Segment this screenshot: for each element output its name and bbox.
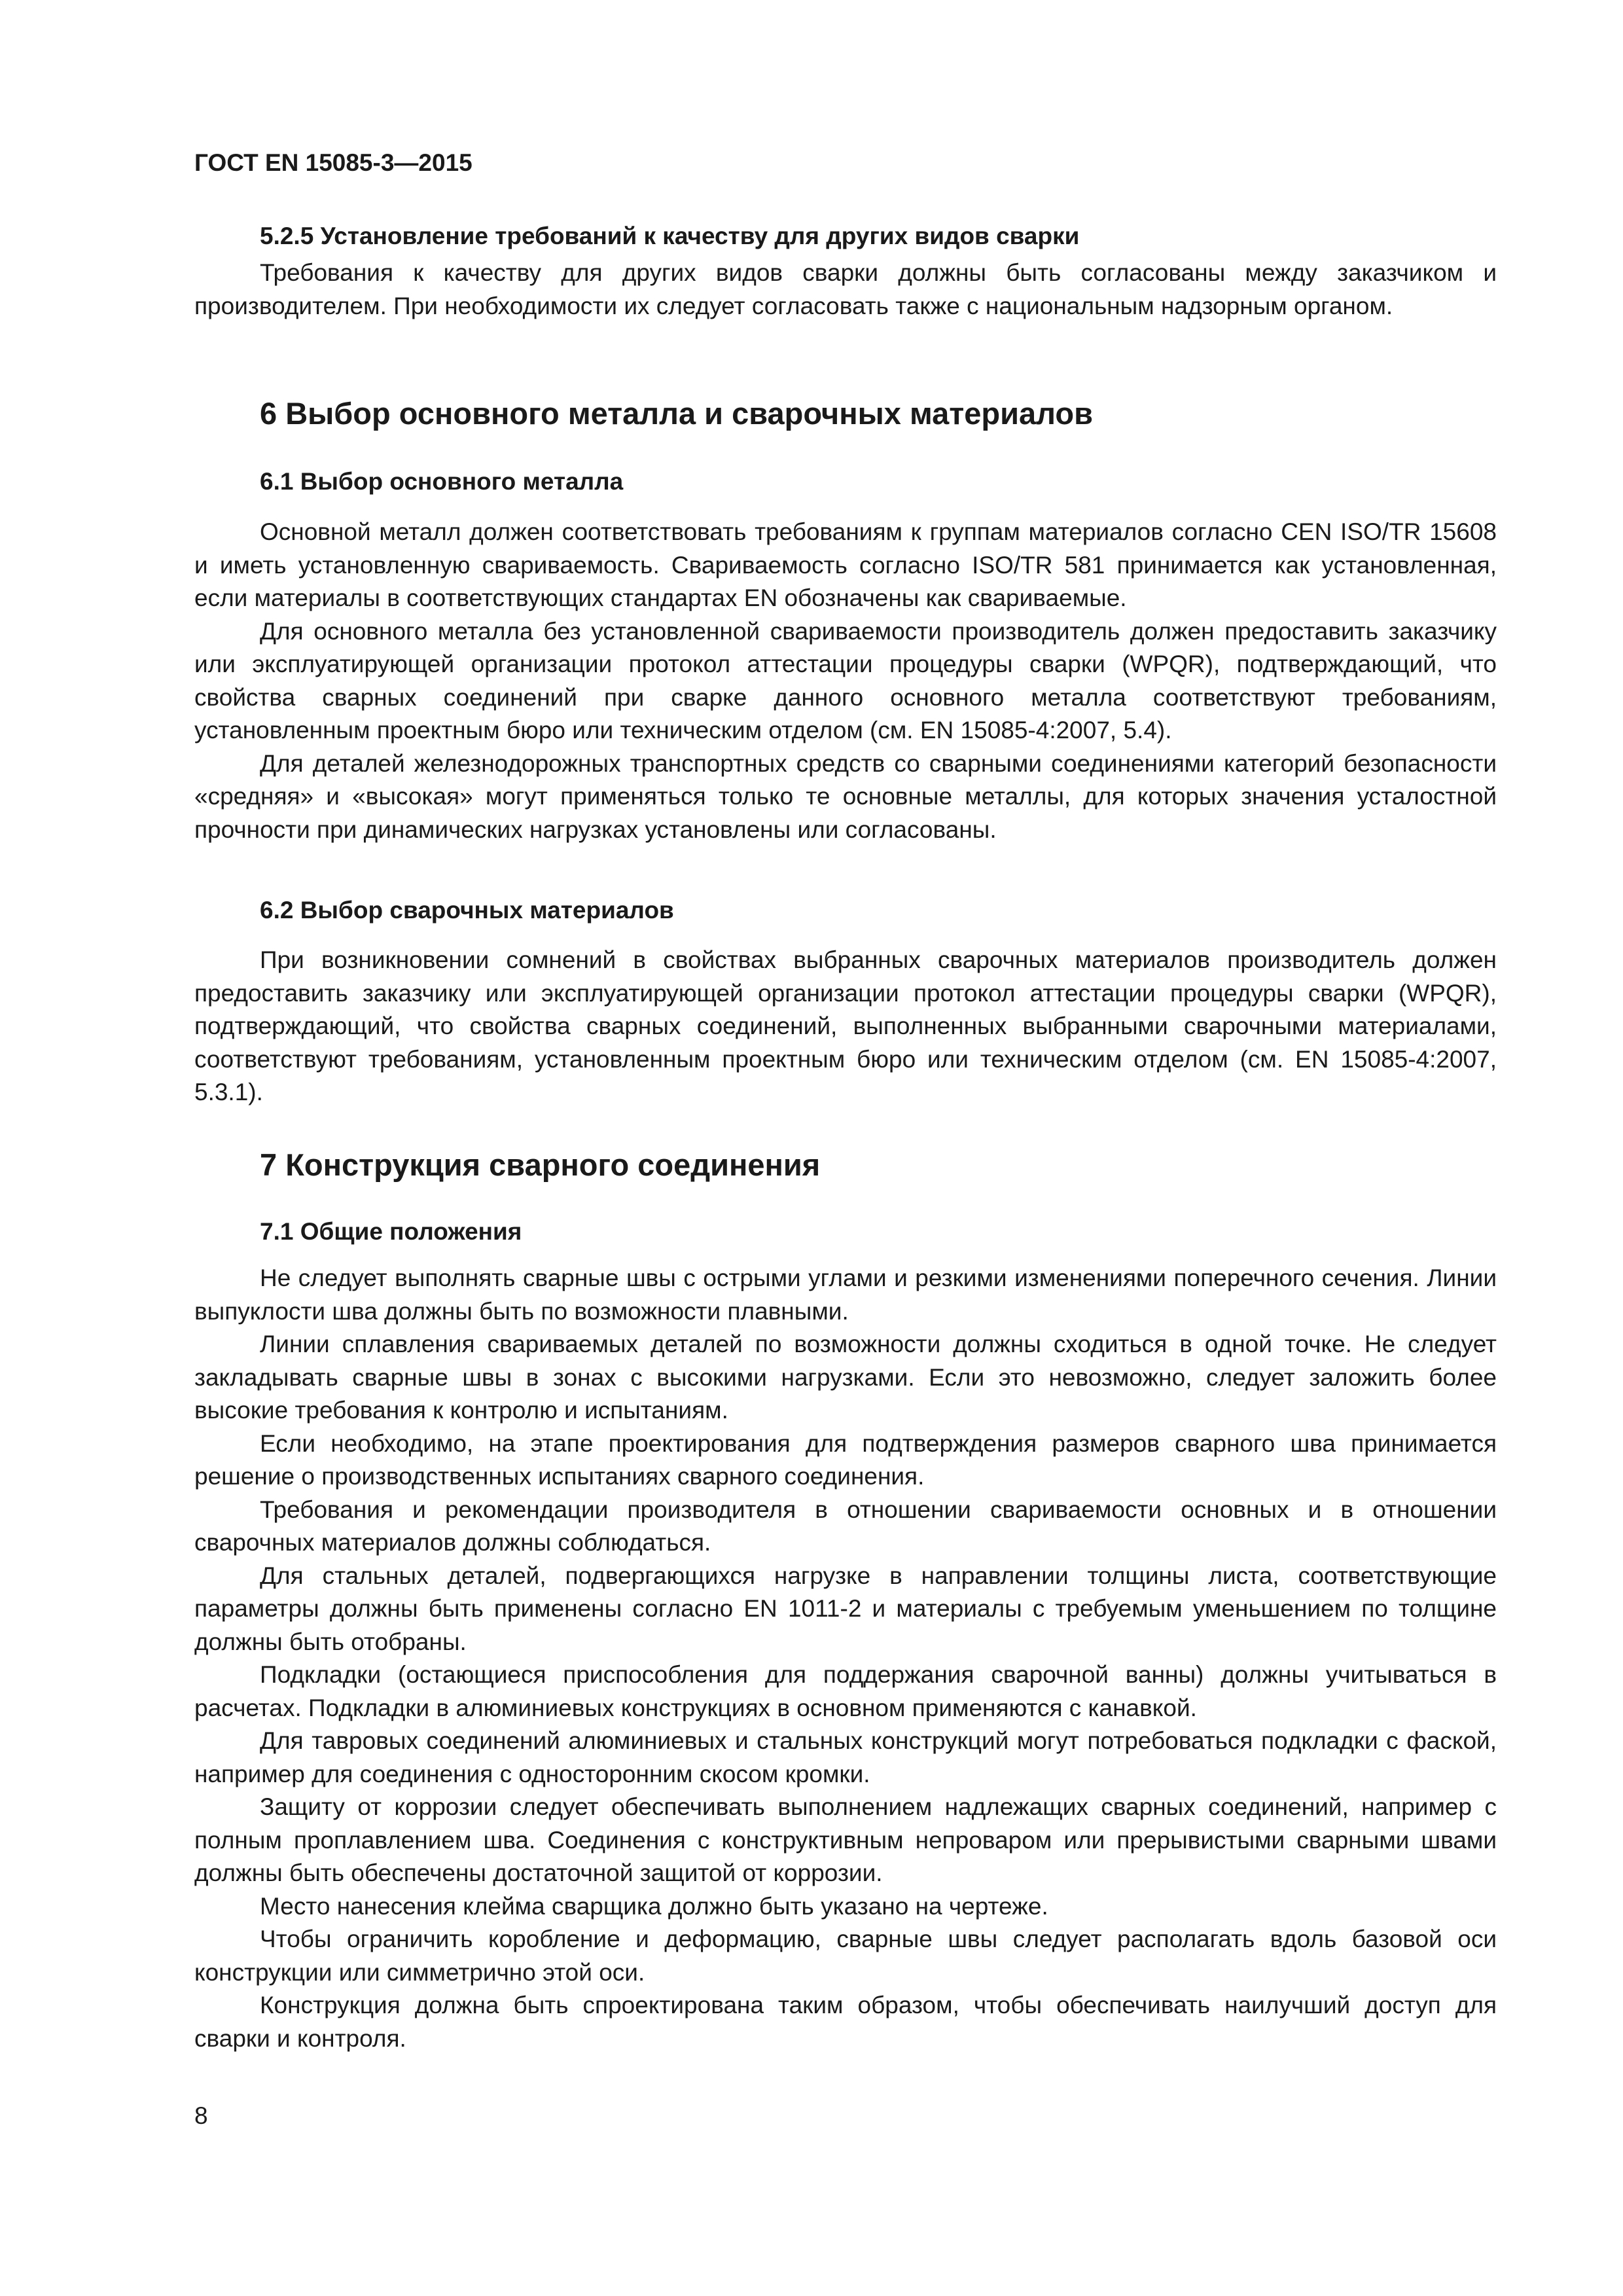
section-7-1-text — [194, 1262, 1497, 2055]
heading-6-1: 6.1 Выбор основного металла — [260, 468, 624, 495]
paragraph: При возникновении сомнений в свойствах выбранных сварочных материалов производитель должен предоставить заказчику или эксплуатирующей организации протокол аттестации процедуры сварки (WPQR), подтверждающий, что свойства сварных соединений, выполненных выбранными сварочными материалами, соответствуют требованиям, установленным проектным бюро или техническим отделом (см. EN 15085-4:2007, 5.3.1). — [194, 946, 1497, 1105]
paragraph: Если необходимо, на этапе проектирования для подтверждения размеров сварного шва принимается решение о производственных испытаниях сварного соединения. — [194, 1429, 1497, 1490]
paragraph: Основной металл должен соответствовать требованиям к группам материалов согласно CEN ISO/TR 15608 и иметь установленную свариваемость. Свариваемость согласно ISO/TR 581 принимается как установленная, если материалы в соответствующих стандартах EN обозначены как свариваемые. — [194, 518, 1497, 611]
section-5-2-5-text — [194, 257, 1497, 323]
standard-code: ГОСТ EN 15085-3—2015 — [194, 149, 473, 176]
paragraph: Для стальных деталей, подвергающихся нагрузке в направлении толщины листа, соответствующие параметры должны быть применены согласно EN 1011-2 и материалы с требуемым уменьшением по толщине должны быть отобраны. — [194, 1562, 1497, 1655]
paragraph: Линии сплавления свариваемых деталей по возможности должны сходиться в одной точке. Не следует закладывать сварные швы в зонах с высокими нагрузками. Если это невозможно, следует заложить более высокие требования к контролю и испытаниям. — [194, 1331, 1497, 1424]
paragraph: Для деталей железнодорожных транспортных средств со сварными соединениями категорий безопасности «средняя» и «высокая» могут применяться только те основные металлы, для которых значения усталостной прочности при динамических нагрузках установлены или согласованы. — [194, 749, 1497, 843]
paragraph: Для основного металла без установленной свариваемости производитель должен предоставить заказчику или эксплуатирующей организации протокол аттестации процедуры сварки (WPQR), подтверждающий, что свойства сварных соединений при сварке данного основного металла соответствуют требованиям, установленным проектным бюро или техническим отделом (см. EN 15085-4:2007, 5.4). — [194, 617, 1497, 744]
heading-5-2-5: 5.2.5 Установление требований к качеству для других видов сварки — [260, 223, 1080, 249]
paragraph: Конструкция должна быть спроектирована таким образом, чтобы обеспечивать наилучший доступ для сварки и контроля. — [194, 1992, 1497, 2052]
heading-6-2: 6.2 Выбор сварочных материалов — [260, 897, 674, 924]
section-6-1-text — [194, 516, 1497, 846]
paragraph: Требования к качеству для других видов сварки должны быть согласованы между заказчиком и производителем. При необходимости их следует согласовать также с национальным надзорным органом. — [194, 259, 1497, 319]
heading-section-7: 7 Конструкция сварного соединения — [260, 1147, 821, 1182]
paragraph: Место нанесения клейма сварщика должно быть указано на чертеже. — [260, 1892, 1048, 1920]
paragraph: Чтобы ограничить коробление и деформацию, сварные швы следует располагать вдоль базовой оси конструкции или симметрично этой оси. — [194, 1926, 1497, 1986]
section-6-2-text — [194, 944, 1497, 1109]
paragraph: Для тавровых соединений алюминиевых и стальных конструкций могут потребоваться подкладки с фаской, например для соединения с односторонним скосом кромки. — [194, 1727, 1497, 1787]
page-number: 8 — [194, 2102, 208, 2129]
paragraph: Требования и рекомендации производителя в отношении свариваемости основных и в отношении сварочных материалов должны соблюдаться. — [194, 1496, 1497, 1556]
paragraph: Подкладки (остающиеся приспособления для поддержания сварочной ванны) должны учитываться в расчетах. Подкладки в алюминиевых конструкциях в основном применяются с канавкой. — [194, 1661, 1497, 1721]
heading-section-6: 6 Выбор основного металла и сварочных материалов — [260, 396, 1093, 431]
heading-7-1: 7.1 Общие положения — [260, 1218, 522, 1245]
paragraph: Защиту от коррозии следует обеспечивать выполнением надлежащих сварных соединений, например с полным проплавлением шва. Соединения с конструктивным непроваром или прерывистыми сварными швами должны быть обеспечены достаточной защитой от коррозии. — [194, 1793, 1497, 1886]
paragraph: Не следует выполнять сварные швы с острыми углами и резкими изменениями поперечного сечения. Линии выпуклости шва должны быть по возможности плавными. — [194, 1265, 1497, 1325]
